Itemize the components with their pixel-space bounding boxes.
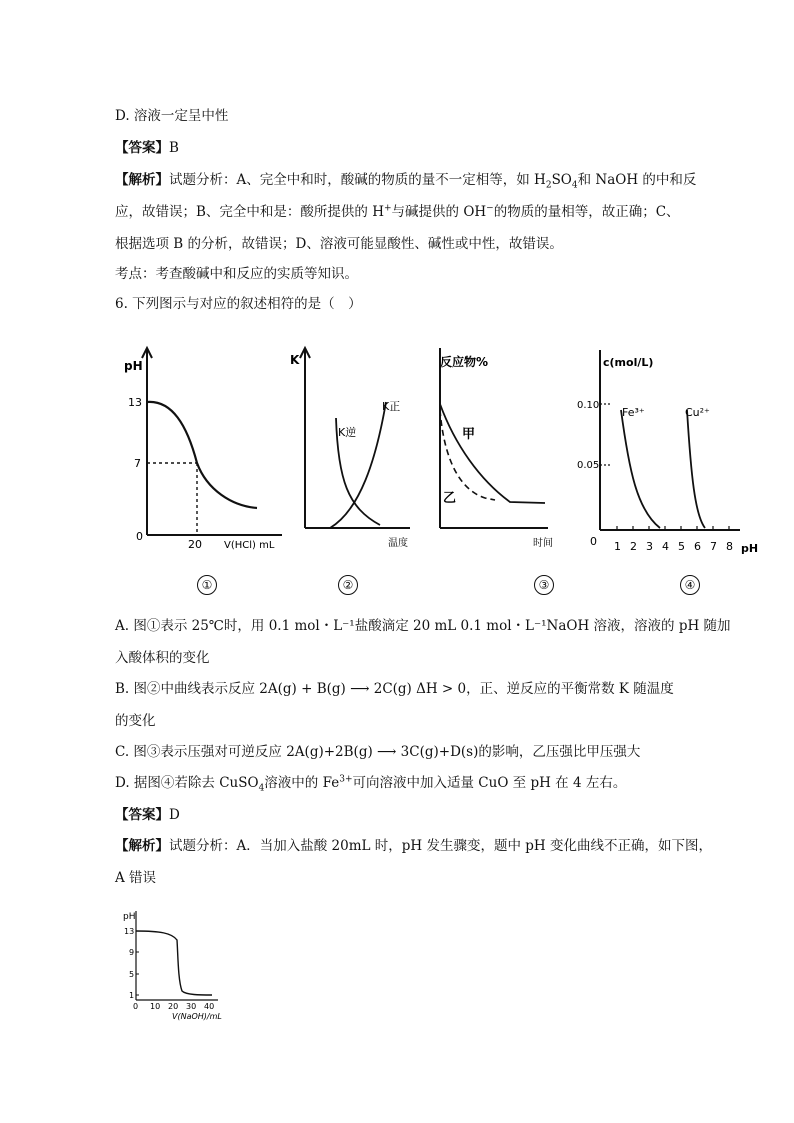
explanation-text: 试题分析：A、完全中和时，酸碱的物质的量不一定相等，如 H — [169, 172, 546, 188]
figure-1-number: ① — [197, 575, 217, 595]
explanation-tag: 【解析】 — [115, 838, 169, 854]
fig4-tick: 3 — [646, 540, 653, 553]
explanation2-line-2: A 错误 — [115, 870, 157, 886]
explanation-text: 和 NaOH 的中和反 — [577, 172, 697, 188]
fig3-xlabel: 时间 — [533, 538, 553, 549]
fig4-tick: 4 — [662, 540, 669, 553]
kaodian-line: 考点：考查酸碱中和反应的实质等知识。 — [115, 266, 358, 282]
fig4-tick: 6 — [694, 540, 701, 553]
fig1-y13: 13 — [128, 396, 142, 409]
option-text: 可向溶液中加入适量 CuO 至 pH 在 4 左右。 — [352, 775, 627, 791]
explanation2-line-1 — [115, 834, 712, 854]
superscript: − — [486, 203, 494, 214]
option-c-line: C. 图③表示压强对可逆反应 2A(g)+2B(g) ⟶ 3C(g)+D(s)的影响，乙压强比甲压强大 — [115, 744, 641, 760]
fig1-xlabel: V(HCl) mL — [224, 540, 275, 551]
fig3-ylabel: 反应物% — [440, 355, 489, 369]
explanation-text: 应，故错误；B、完全中和是：酸所提供的 H — [115, 204, 384, 220]
fig4-cu: Cu²⁺ — [685, 406, 710, 419]
option-text: D. 据图④若除去 CuSO — [115, 775, 259, 791]
fig4-tick: 8 — [726, 540, 733, 553]
fig4-tick: 2 — [630, 540, 637, 553]
answer-value: D — [169, 807, 180, 823]
fig5-ytick: 5 — [129, 970, 135, 979]
option-d-line-2 — [115, 771, 626, 794]
option-b-line-2: 的变化 — [115, 713, 156, 729]
explanation-text: 试题分析：A．当加入盐酸 20mL 时，pH 发生骤变，题中 pH 变化曲线不正确，如下图， — [169, 838, 712, 854]
figure-1-titration — [124, 340, 292, 551]
subscript: 4 — [258, 783, 265, 794]
option-d-line: D. 溶液一定呈中性 — [115, 108, 229, 124]
figure-2-equilibrium-constant — [288, 340, 418, 550]
fig4-fe: Fe³⁺ — [622, 406, 645, 419]
figure-2-number: ② — [338, 575, 358, 595]
fig3-yi: 乙 — [443, 491, 457, 506]
option-a-line-1: A. 图①表示 25℃时，用 0.1 mol・L⁻¹盐酸滴定 20 mL 0.1 mol・L⁻¹NaOH 溶液，溶液的 pH 随加 — [115, 618, 731, 634]
fig2-ylabel: K — [290, 353, 300, 367]
explanation-text: SO — [551, 172, 572, 188]
figure-3-number: ③ — [534, 575, 554, 595]
explanation-text: 与碱提供的 OH — [391, 204, 487, 220]
explanation-line-2 — [115, 200, 680, 220]
fig2-xlabel: 温度 — [388, 538, 408, 549]
subscript: 4 — [571, 180, 578, 191]
answer-tag: 【答案】 — [115, 140, 169, 156]
fig4-tick: 7 — [710, 540, 717, 553]
fig3-jia: 甲 — [462, 427, 476, 442]
option-text: 溶液中的 Fe — [264, 775, 340, 791]
fig2-k-forward: K正 — [382, 400, 401, 413]
explanation-line-1 — [115, 168, 696, 191]
fig5-xtick: 40 — [204, 1002, 215, 1011]
option-a-line-2: 入酸体积的变化 — [115, 650, 210, 666]
fig5-xtick: 20 — [168, 1002, 179, 1011]
answer-tag: 【答案】 — [115, 807, 169, 823]
fig1-x20: 20 — [188, 538, 202, 551]
fig1-y0: 0 — [136, 530, 143, 543]
fig5-ytick: 1 — [129, 991, 135, 1000]
figure-4-precipitation — [577, 340, 775, 560]
explanation-line-3: 根据选项 B 的分析，故错误；D、溶液可能显酸性、碱性或中性，故错误。 — [115, 236, 563, 252]
fig5-xlabel: V(NaOH)/mL — [172, 1012, 222, 1021]
question-6: 6. 下列图示与对应的叙述相符的是（ ） — [115, 296, 362, 312]
fig4-tick: 5 — [678, 540, 685, 553]
superscript: 3+ — [339, 774, 353, 785]
fig5-ytick: 13 — [124, 927, 135, 936]
fig4-tick: 1 — [614, 540, 621, 553]
fig4-xlabel: pH — [741, 542, 759, 555]
option-b-line-1: B. 图②中曲线表示反应 2A(g) + B(g) ⟶ 2C(g) ΔH > 0，正、逆反应的平衡常数 K 随温度 — [115, 681, 674, 697]
fig5-xtick: 10 — [150, 1002, 161, 1011]
explanation-text: 的物质的量相等，故正确；C、 — [493, 204, 680, 220]
fig5-xtick: 30 — [186, 1002, 197, 1011]
subscript: 2 — [545, 180, 552, 191]
answer-line-1 — [115, 136, 179, 156]
fig1-ylabel: pH — [124, 359, 143, 373]
fig4-y0: 0 — [590, 535, 597, 548]
figure-3-pressure — [430, 340, 570, 550]
fig5-ytick: 9 — [129, 948, 135, 957]
fig5-xtick: 0 — [133, 1002, 139, 1011]
answer-value: B — [169, 140, 179, 156]
figure-4-number: ④ — [680, 575, 700, 595]
explanation-tag: 【解析】 — [115, 172, 169, 188]
fig1-y7: 7 — [134, 457, 141, 470]
figure-5-correct-titration — [120, 905, 230, 1020]
fig4-y005: 0.05 — [577, 460, 600, 471]
fig4-y010: 0.10 — [577, 400, 600, 411]
answer-line-2 — [115, 803, 180, 823]
fig2-k-reverse: K逆 — [338, 426, 357, 439]
superscript: + — [383, 203, 392, 214]
fig5-ylabel: pH — [123, 912, 136, 922]
fig4-ylabel: c(mol/L) — [603, 356, 654, 369]
